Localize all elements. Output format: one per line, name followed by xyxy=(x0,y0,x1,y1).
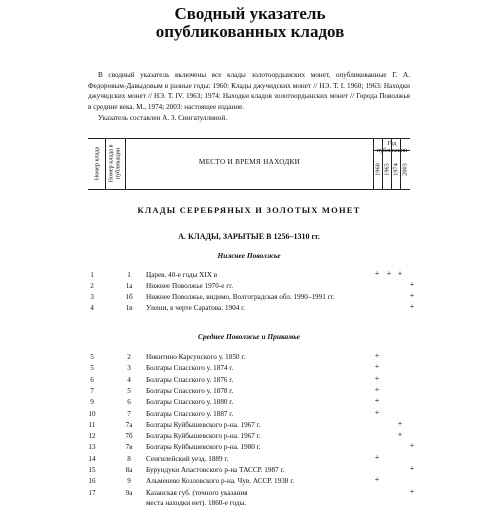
publication-number: 7в xyxy=(125,443,133,452)
publication-number: 1в xyxy=(125,304,133,312)
table-row xyxy=(0,386,500,396)
publication-mark: + xyxy=(386,269,392,278)
publication-number: 7а xyxy=(125,420,133,429)
publication-mark: + xyxy=(374,269,380,278)
hoard-number: 17 xyxy=(88,488,96,497)
intro-text xyxy=(88,70,410,124)
table-row xyxy=(0,488,500,498)
publication-mark: + xyxy=(374,373,380,383)
table-row xyxy=(0,431,500,441)
hoard-number: 14 xyxy=(88,454,96,463)
place-and-date: Альменево Козловского р-на. Чув. АССР. 1938 г. xyxy=(146,477,295,486)
table-row xyxy=(0,397,500,407)
hoard-number: 4 xyxy=(90,304,94,312)
publication-number: 8 xyxy=(127,454,131,463)
year-1960: 1960 xyxy=(374,163,382,176)
table-row xyxy=(0,270,500,280)
table-row xyxy=(0,292,500,302)
publication-number: 7 xyxy=(127,409,131,418)
hoard-number: 12 xyxy=(88,432,96,441)
table-row xyxy=(0,454,500,464)
intro-paragraph-1: В сводный указатель включены все клады золотоордынских монет, опубликованные Г. А. Федоровым-Давыдовым в разные годы: 1960: Клады джучидских монет // НЭ. Т. I. 1960; 1963: Находки джучидских монет // НЭ. Т. IV. 1963; 1974: Находки кладов золотоордынских монет // Города Поволжья в средние века. М., 1974; 2003: настоящее издание. xyxy=(88,71,410,111)
hoard-number: 11 xyxy=(88,420,96,429)
year-1974: 1974 xyxy=(392,163,400,176)
publication-mark: + xyxy=(409,486,415,496)
place-and-date: Болгары Куйбышевского р-на. 1967 г. xyxy=(146,420,261,429)
place-and-date: Улеши, в черте Саратова. 1904 г. xyxy=(146,304,246,312)
place-and-date: Болгары Спасского у. 1878 г. xyxy=(146,386,234,395)
hoard-number: 6 xyxy=(90,375,94,384)
publication-number: 9 xyxy=(127,477,131,486)
column-header-place: МЕСТО И ВРЕМЯ НАХОДКИ xyxy=(198,158,301,166)
publication-mark: + xyxy=(374,407,380,417)
publication-mark: + xyxy=(409,464,415,473)
place-and-date: Нижнее Поволжье, видимо, Волгоградская обл. 1990–1991 гг. xyxy=(146,293,335,301)
place-and-date: Болгары Спасского у. 1880 г. xyxy=(146,398,234,407)
table-row xyxy=(0,375,500,385)
place-and-date: Болгары Куйбышевского р-на. 1967 г. xyxy=(146,432,261,441)
hoard-number: 3 xyxy=(90,293,94,301)
publication-number: 3 xyxy=(127,364,131,373)
publication-mark: + xyxy=(397,418,403,428)
hoard-number: 5 xyxy=(90,353,94,361)
table-row xyxy=(0,281,500,291)
table-row xyxy=(0,465,500,475)
publication-number: 6 xyxy=(127,398,131,407)
publication-number: 1б xyxy=(125,293,133,301)
place-and-date: Царев. 40-е годы XIX в xyxy=(146,271,218,279)
place-and-date: Сенгилейский уезд. 1889 г. xyxy=(146,454,229,463)
table-row-continuation xyxy=(0,498,500,508)
year-2003: 2003 xyxy=(401,163,409,176)
hoard-number: 16 xyxy=(88,477,96,486)
publication-mark: + xyxy=(397,269,403,278)
hoard-number: 9 xyxy=(90,398,94,407)
publication-number: 1 xyxy=(127,271,131,279)
table-row xyxy=(0,420,500,430)
table-row xyxy=(0,409,500,419)
publication-mark: + xyxy=(409,280,415,289)
place-and-date: Казанская губ. (точного указания xyxy=(146,488,248,497)
place-and-date: Болгары Куйбышевского р-на. 1980 г. xyxy=(146,443,261,452)
column-header-publication-number: Номер клада в публикации xyxy=(107,144,121,183)
subsection-heading: А. КЛАДЫ, ЗАРЫТЫЕ В 1256–1310 гг. xyxy=(178,232,320,241)
publication-number: 7б xyxy=(125,432,133,441)
intro-paragraph-2: Указатель составлен А. З. Сингатуллиной. xyxy=(98,114,228,122)
table-row xyxy=(0,363,500,373)
publication-mark: + xyxy=(374,384,380,394)
publication-number: 2 xyxy=(127,353,131,361)
table-row xyxy=(0,476,500,486)
publication-number: 9а xyxy=(125,488,133,497)
hoard-number: 1 xyxy=(90,271,94,279)
page-subtitle: опубликованных кладов xyxy=(155,22,345,41)
publication-mark: + xyxy=(409,441,415,451)
page-title: Сводный указатель xyxy=(174,4,326,23)
place-and-date: Болгары Спасского у. 1887 г. xyxy=(146,409,234,418)
table-row xyxy=(0,442,500,452)
publication-mark: + xyxy=(374,475,380,485)
hoard-number: 15 xyxy=(88,466,96,474)
publication-mark: + xyxy=(409,291,415,300)
publication-mark: + xyxy=(374,452,380,462)
year-1963: 1963 xyxy=(383,163,391,176)
publication-number: 8а xyxy=(125,466,133,474)
publication-mark: + xyxy=(374,351,380,360)
region-heading-middle-volga: Среднее Поволжье и Прикамье xyxy=(198,332,300,341)
table-header xyxy=(88,138,410,190)
place-and-date: Никитино Карсунского у. 1850 г. xyxy=(146,353,246,361)
publication-mark: + xyxy=(409,302,415,311)
table-row xyxy=(0,352,500,362)
column-header-pub-year: Год публикации xyxy=(376,141,408,154)
publication-mark: + xyxy=(374,362,380,372)
hoard-number: 2 xyxy=(90,282,94,290)
publication-mark: + xyxy=(374,396,380,406)
hoard-number: 10 xyxy=(88,409,96,418)
publication-number: 1а xyxy=(125,282,133,290)
column-header-number: Номер клада xyxy=(93,146,101,181)
hoard-number: 7 xyxy=(90,386,94,395)
place-and-date: Болгары Спасского у. 1876 г. xyxy=(146,375,234,384)
publication-number: 4 xyxy=(127,375,131,384)
place-and-date-continued: места находки нет). 1860-е годы. xyxy=(146,498,247,507)
region-heading-lower-volga: Нижнее Поволжье xyxy=(217,251,281,260)
place-and-date: Болгары Спасского у. 1874 г. xyxy=(146,364,234,373)
place-and-date: Нижнее Поволжье 1970-е гг. xyxy=(146,282,234,290)
place-and-date: Бурундуки Апастовского р-на ТАССР. 1987 г. xyxy=(146,466,285,474)
section-heading: КЛАДЫ СЕРЕБРЯНЫХ И ЗОЛОТЫХ МОНЕТ xyxy=(137,205,361,215)
hoard-number: 5 xyxy=(90,364,94,373)
publication-number: 5 xyxy=(127,386,131,395)
publication-mark: + xyxy=(397,430,403,440)
table-row xyxy=(0,303,500,313)
hoard-number: 13 xyxy=(88,443,96,452)
